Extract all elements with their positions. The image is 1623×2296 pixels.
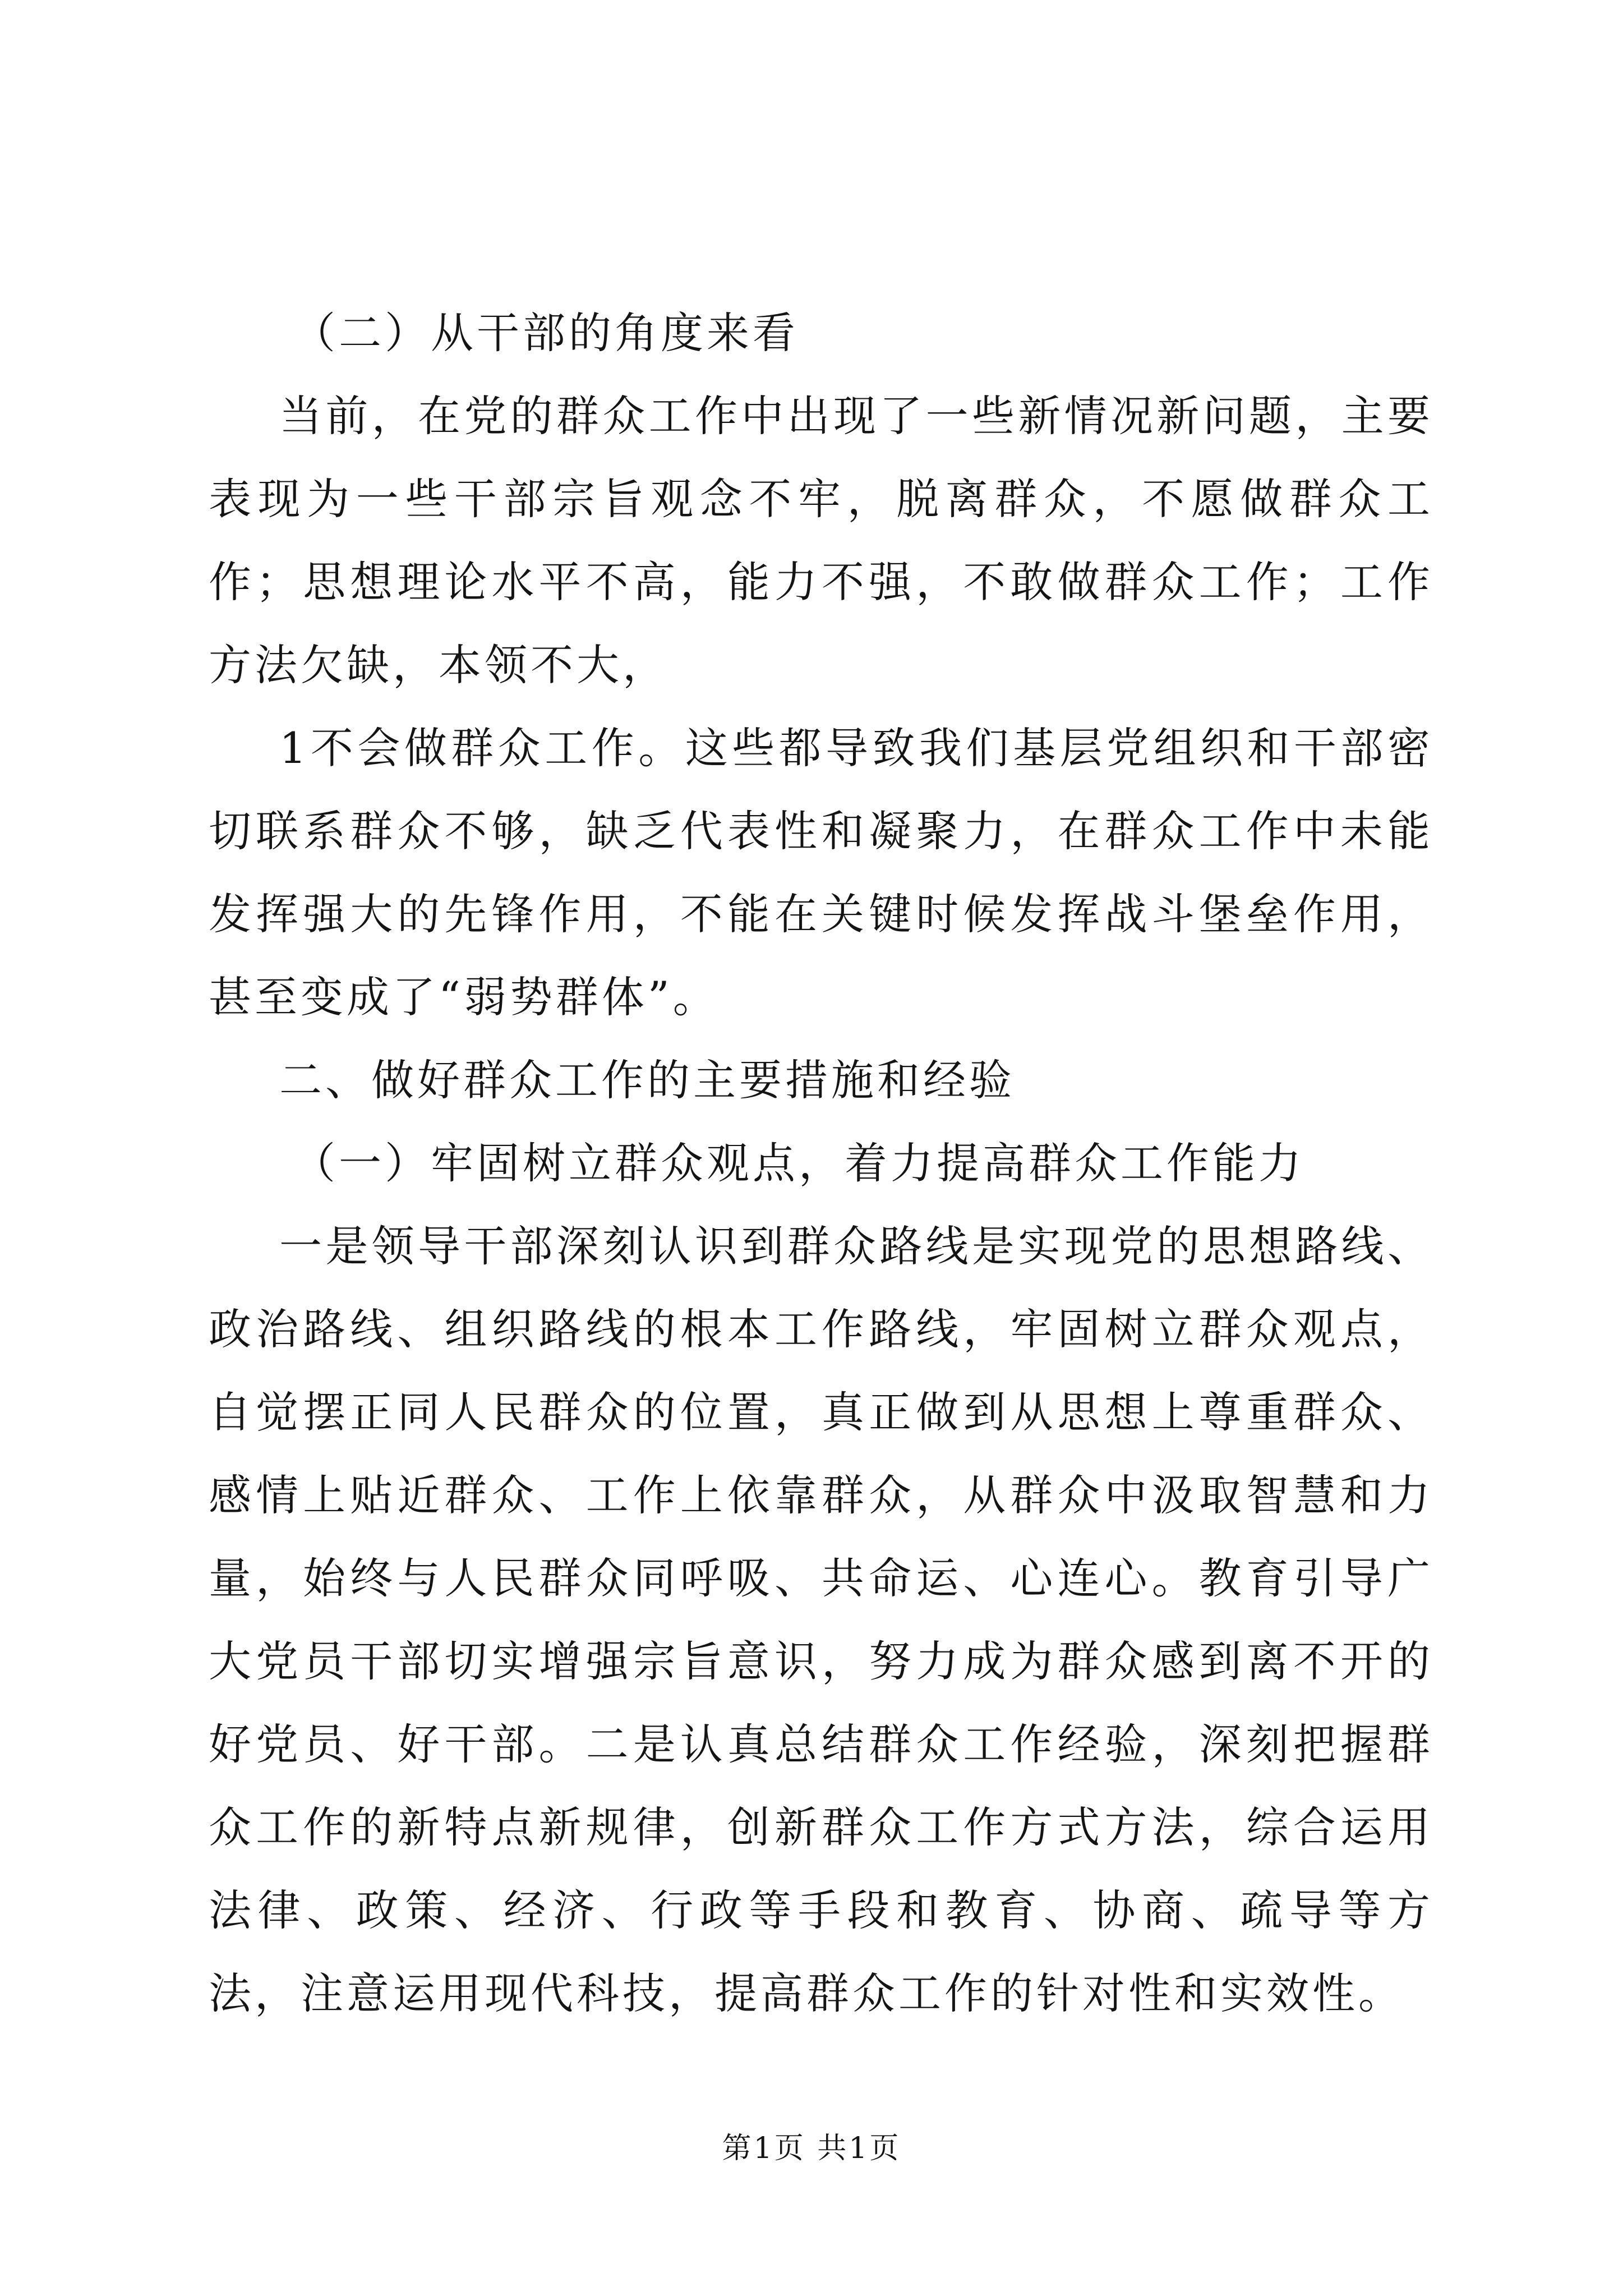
section-heading-measures: 二、做好群众工作的主要措施和经验 [279,1055,1015,1105]
paragraph-consequences: 1不会做群众工作。这些都导致我们基层党组织和干部密切联系群众不够，缺乏代表性和凝聚力，在群众工作中未能发挥强大的先锋作用，不能在关键时候发挥战斗堡垒作用，甚至变成了“弱势群体”。 [209,723,1433,1022]
document-body [209,292,1433,2035]
subheading-cadre-perspective: （二）从干部的角度来看 [293,308,799,358]
subheading-mass-viewpoint: （一）牢固树立群众观点，着力提高群众工作能力 [293,1138,1304,1188]
paragraph-measures-detail: 一是领导干部深刻认识到群众路线是实现党的思想路线、政治路线、组织路线的根本工作路线，牢固树立群众观点，自觉摆正同人民群众的位置，真正做到从思想上尊重群众、感情上贴近群众、工作上依靠群众，从群众中汲取智慧和力量，始终与人民群众同呼吸、共命运、心连心。教育引导广大党员干部切实增强宗旨意识，努力成为群众感到离不开的好党员、好干部。二是认真总结群众工作经验，深刻把握群众工作的新特点新规律，创新群众工作方式方法，综合运用法律、政策、经济、行政等手段和教育、协商、疏导等方法，注意运用现代科技，提高群众工作的针对性和实效性。 [209,1221,1433,2018]
page-footer: 第1页 共1页 [722,2132,901,2165]
paragraph-current-problems: 当前，在党的群众工作中出现了一些新情况新问题，主要表现为一些干部宗旨观念不牢，脱离群众，不愿做群众工作；思想理论水平不高，能力不强，不敢做群众工作；工作方法欠缺，本领不大， [209,391,1433,690]
